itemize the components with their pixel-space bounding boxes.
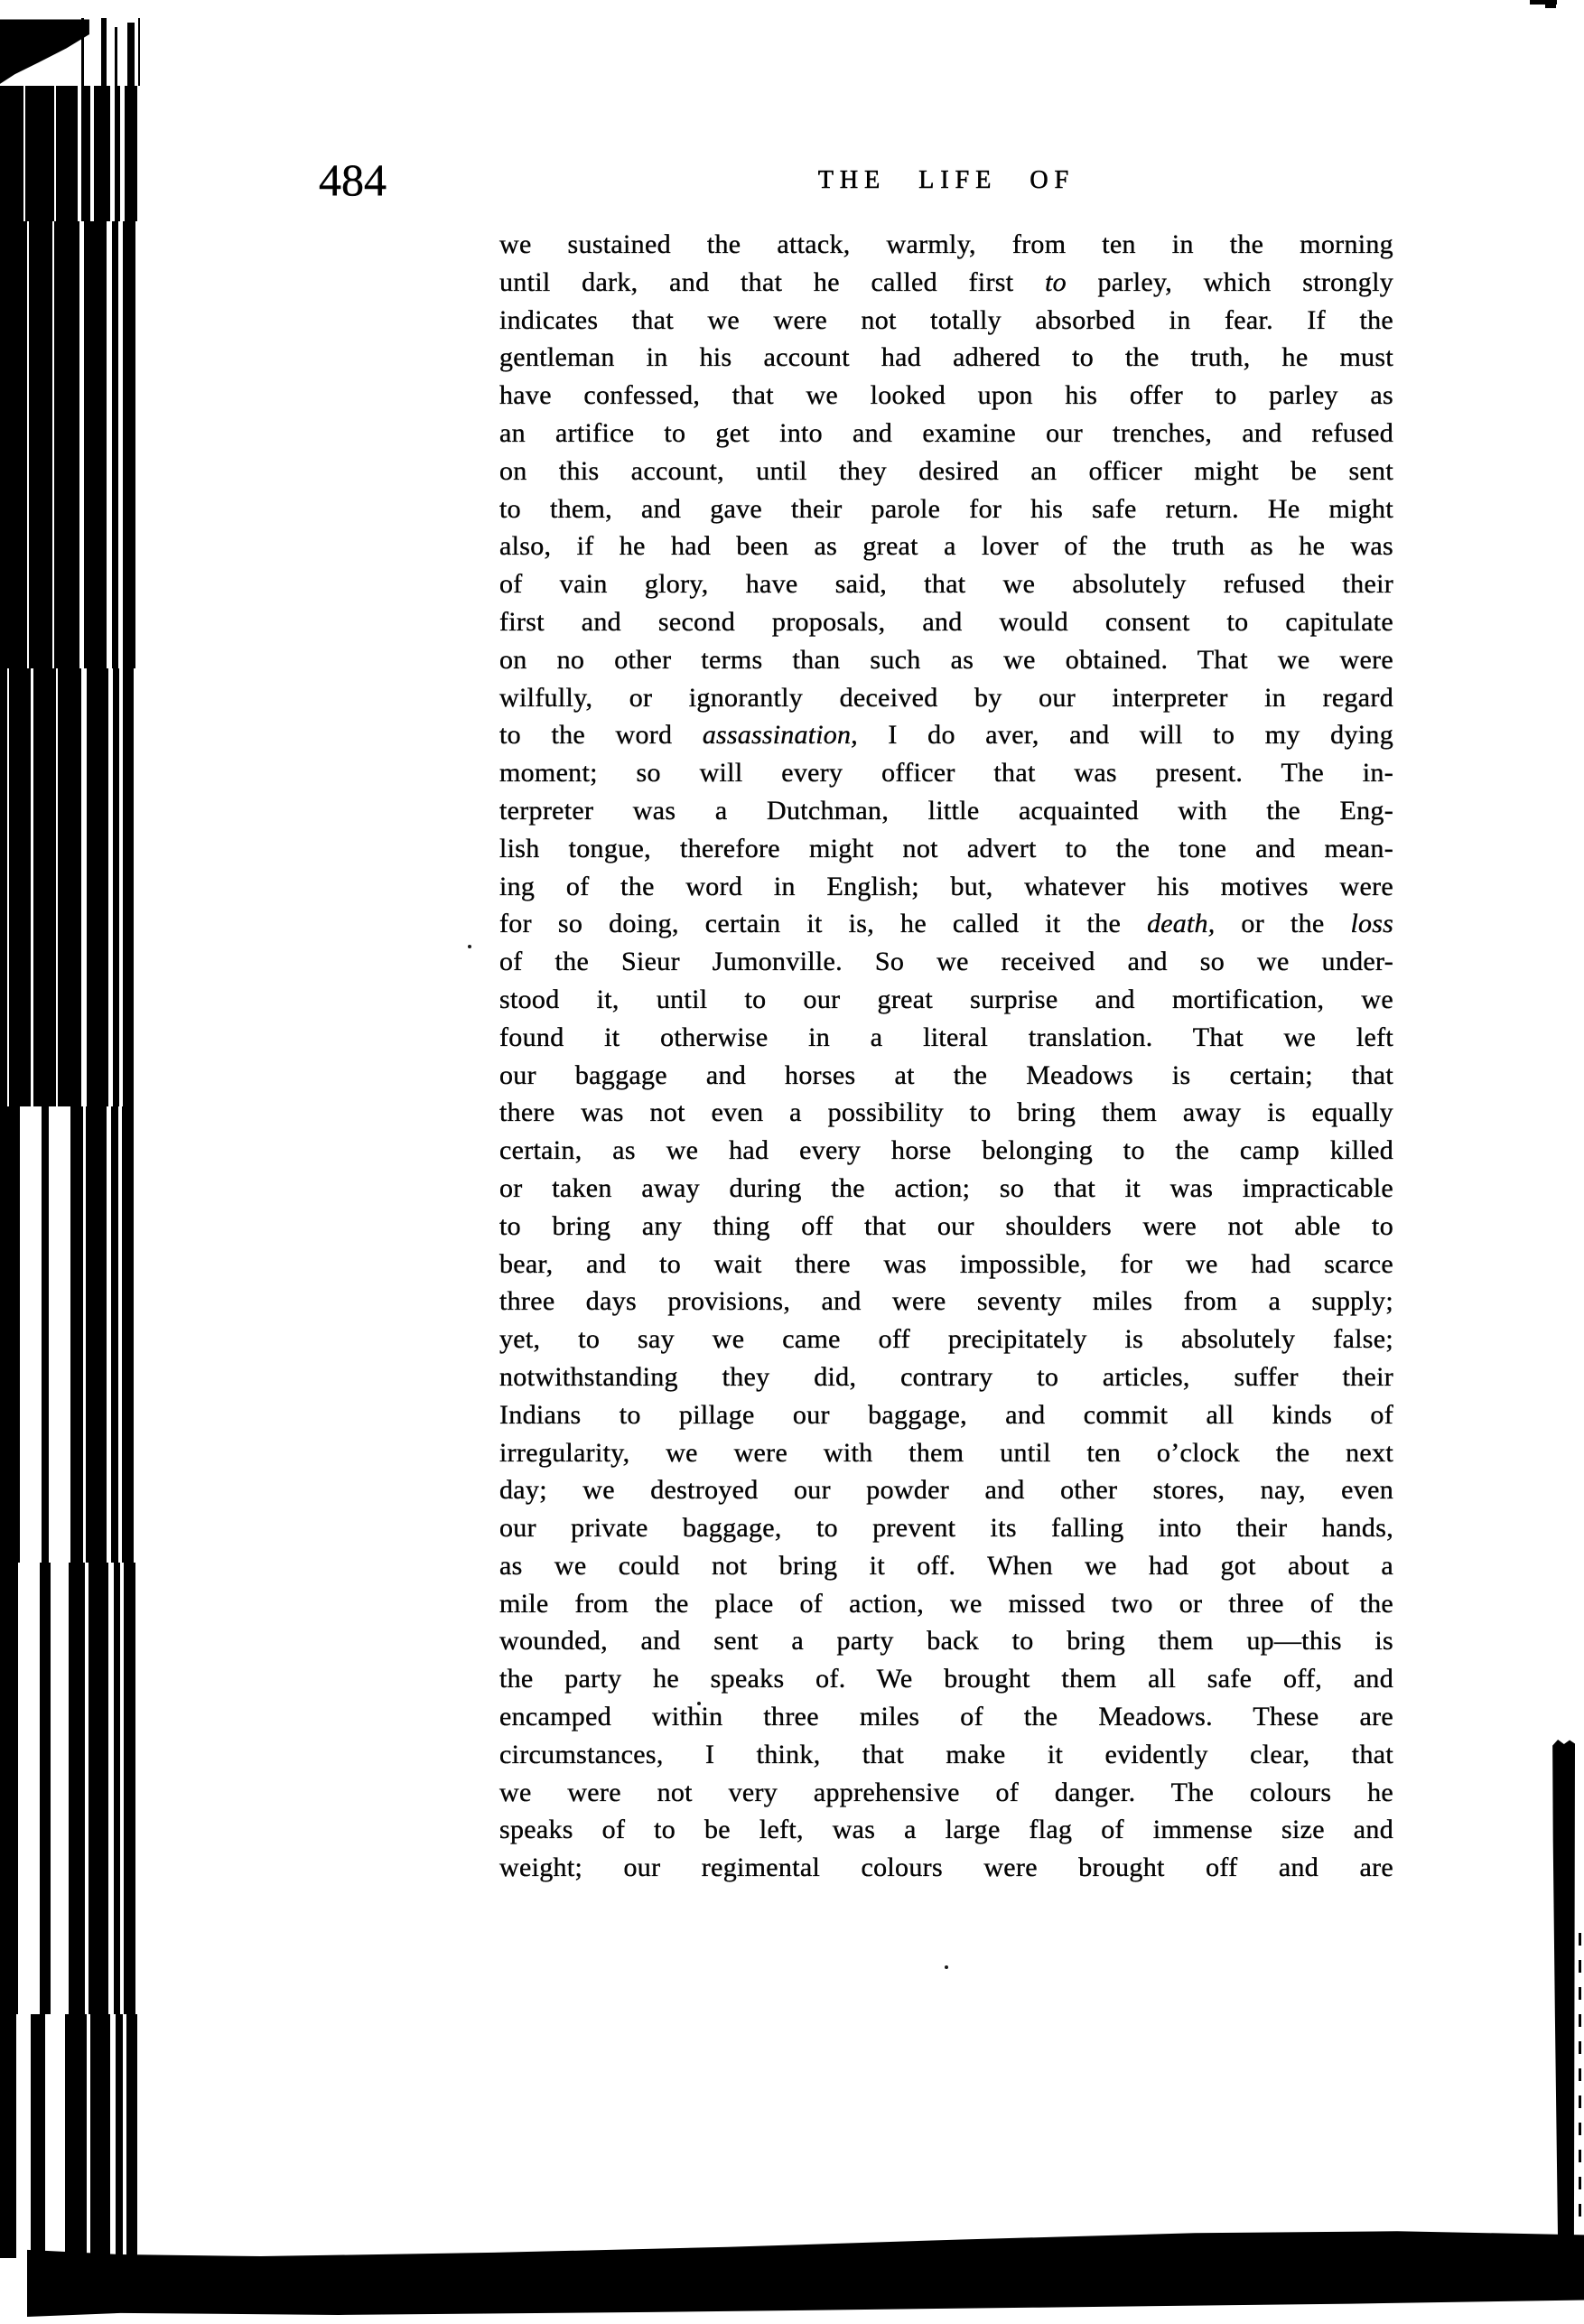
scan-streaks-segment: [0, 2014, 147, 2258]
text-line: Indians to pillage our baggage, and commit all kinds of: [499, 1399, 1393, 1430]
text-line: day; we destroyed our powder and other stores, nay, even: [499, 1475, 1393, 1506]
text-line: certain, as we had every horse belonging to the camp killed: [499, 1135, 1393, 1166]
text-line: yet, to say we came off precipitately is absolutely false;: [499, 1324, 1393, 1355]
scan-streak: [127, 23, 135, 87]
scan-speck: [468, 945, 471, 948]
text-line: an artifice to get into and examine our trenches, and refused: [499, 417, 1393, 448]
body-text: [499, 226, 1393, 1887]
text-line: of the Sieur Jumonville. So we received and so we under-: [499, 947, 1393, 977]
text-line: encamped within three miles of the Meadows. These are: [499, 1702, 1393, 1732]
text-line: or taken away during the action; so that it was impracticable: [499, 1172, 1393, 1203]
text-line: there was not even a possibility to bring them away is equally: [499, 1097, 1393, 1128]
text-line: for so doing, certain it is, he called it the death, or the loss: [499, 909, 1394, 939]
scan-streak: [81, 18, 84, 87]
text-line: wounded, and sent a party back to bring them up—this is: [499, 1626, 1393, 1657]
text-line: also, if he had been as great a lover of the truth as he was: [499, 531, 1393, 562]
text-line: speaks of to be left, was a large flag of immense size and: [499, 1815, 1393, 1845]
scan-gutter-wedge: [0, 14, 92, 88]
text-line: weight; our regimental colours were brought off and are: [499, 1853, 1393, 1883]
scan-streak: [138, 18, 140, 87]
text-line: mile from the place of action, we missed two or three of the: [499, 1588, 1393, 1619]
text-line: notwithstanding they did, contrary to articles, suffer their: [499, 1361, 1393, 1392]
text-line: the party he speaks of. We brought them all safe off, and: [499, 1664, 1393, 1694]
text-line: terpreter was a Dutchman, little acquainted with the Eng-: [499, 795, 1393, 826]
text-line: irregularity, we were with them until ten o’clock the next: [499, 1437, 1393, 1468]
scan-streaks-segment: [0, 86, 147, 221]
scan-bottom-bar: [27, 2224, 1584, 2317]
text-line: on this account, until they desired an officer might be sent: [499, 455, 1393, 486]
page-number: 484: [319, 154, 387, 205]
text-line: we were not very apprehensive of danger. The colours he: [499, 1777, 1393, 1807]
text-line: wilfully, or ignorantly deceived by our interpreter in regard: [499, 682, 1393, 713]
text-line: first and second proposals, and would consent to capitulate: [499, 606, 1393, 637]
text-line: lish tongue, therefore might not advert to the tone and mean-: [499, 833, 1393, 863]
text-line: of vain glory, have said, that we absolutely refused their: [499, 569, 1393, 600]
scan-streaks-segment: [0, 221, 147, 668]
text-line: bear, and to wait there was impossible, for we had scarce: [499, 1248, 1393, 1279]
text-line: our private baggage, to prevent its falling into their hands,: [499, 1513, 1393, 1544]
text-line: ing of the word in English; but, whatever his motives were: [499, 871, 1393, 901]
scan-right-ribbon: [1551, 1740, 1575, 2242]
text-line: to bring any thing off that our shoulders were not able to: [499, 1210, 1393, 1241]
scan-streak: [115, 27, 117, 87]
scan-corner-mark: [1545, 3, 1556, 8]
scan-streaks-segment: [0, 1563, 147, 2014]
text-line: found it otherwise in a literal translation. That we left: [499, 1022, 1393, 1052]
text-line: circumstances, I think, that make it evidently clear, that: [499, 1739, 1393, 1769]
scan-speck: [945, 1965, 948, 1969]
scan-right-dashes: [1579, 1933, 1581, 2231]
scan-streaks-segment: [0, 668, 147, 1106]
text-line: three days provisions, and were seventy miles from a supply;: [499, 1286, 1393, 1317]
text-line: we sustained the attack, warmly, from ten in the morning: [499, 229, 1393, 259]
scan-streaks-segment: [0, 1106, 147, 1563]
text-line: stood it, until to our great surprise and mortification, we: [499, 984, 1393, 1014]
text-line: our baggage and horses at the Meadows is certain; that: [499, 1059, 1393, 1090]
text-line: to them, and gave their parole for his safe return. He might: [499, 493, 1393, 524]
running-header: THE LIFE OF: [817, 166, 1076, 194]
text-line: have confessed, that we looked upon his offer to parley as: [499, 380, 1393, 411]
text-line: moment; so will every officer that was present. The in-: [499, 758, 1393, 789]
text-line: until dark, and that he called first to parley, which strongly: [499, 266, 1394, 297]
text-line: to the word assassination, I do aver, and will to my dying: [499, 720, 1393, 751]
text-line: on no other terms than such as we obtained. That we were: [499, 644, 1393, 675]
text-line: indicates that we were not totally absorbed in fear. If the: [499, 304, 1393, 335]
text-line: gentleman in his account had adhered to the truth, he must: [499, 342, 1393, 373]
text-line: as we could not bring it off. When we had got about a: [499, 1550, 1393, 1581]
scan-streak: [101, 18, 107, 87]
